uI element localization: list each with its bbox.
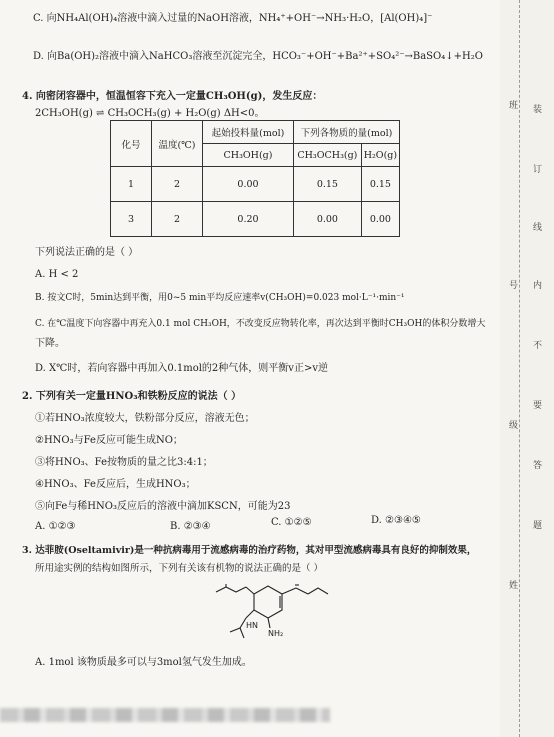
table-cell: 0.00 (203, 167, 294, 202)
q4-title: 4. 向密闭容器中，恒温恒容下充入一定量CH₃OH(g)，发生反应： (22, 91, 323, 102)
q3-title: 3. 达菲胺(Oseltamivir)是一种抗病毒用于流感病毒的治疗药物，其对甲型流感病毒具有良好的抑制效果， (22, 545, 477, 556)
margin-strip-char: 不 (533, 341, 543, 351)
margin-strip-char: 线 (533, 223, 543, 233)
q3-line-2: 所用途实例的结构如图所示，下列有关该有机物的说法正确的是（ ） (35, 563, 324, 574)
table-cell: 0.15 (294, 167, 362, 202)
table-header-temp: 温度(℃) (152, 121, 203, 167)
cut-line (519, 0, 520, 737)
table-cell: 1 (111, 167, 152, 202)
q4-option-c-cont: 下降。 (35, 338, 65, 349)
margin-strip-char: 题 (533, 521, 543, 531)
q2-statement-1: ①若HNO₃浓度较大，铁粉部分反应，溶液无色； (35, 413, 255, 424)
table-cell: 0.15 (361, 167, 399, 202)
table-header-ch3oh: CH₃OH(g) (203, 144, 294, 167)
margin-strip-char: 装 (533, 105, 543, 115)
table-header-exp: 化号 (111, 121, 152, 167)
q2-option-d: D. ②③④⑤ (371, 515, 421, 526)
table-cell: 2 (152, 202, 203, 237)
table-header-ether: CH₃OCH₃(g) (294, 144, 362, 167)
q4-option-d: D. X℃时，若向容器中再加入0.1mol的2种气体，则平衡v正>v逆 (35, 363, 328, 374)
margin-side-char: 级 (509, 421, 519, 431)
molecule-label-nh2: NH₂ (268, 629, 284, 638)
q2-statement-5: ⑤向Fe与稀HNO₃反应后的溶液中滴加KSCN，可能为23 (35, 501, 291, 512)
table-row (111, 202, 400, 237)
c-option-line: C. 向NH₄Al(OH)₄溶液中滴入过量的NaOH溶液，NH₄⁺+OH⁻→NH₃·H₂O，[Al(OH)₄]⁻ (33, 13, 433, 24)
margin-strip-char: 订 (533, 165, 543, 175)
reaction-table (110, 120, 400, 237)
q3-option-a: A. 1mol 该物质最多可以与3mol氢气发生加成。 (35, 657, 252, 668)
margin-strip-char: 内 (533, 281, 543, 291)
q2-option-b: B. ②③④ (170, 521, 211, 532)
oseltamivir-structure-icon (210, 584, 330, 640)
table-cell: 0.20 (203, 202, 294, 237)
q4-equation: 2CH₃OH(g) ⇌ CH₃OCH₃(g) + H₂O(g) ΔH<0。 (35, 108, 265, 119)
q2-option-a: A. ①②③ (35, 521, 76, 532)
table-cell: 3 (111, 202, 152, 237)
table-header-eq: 下列各物质的量(mol) (294, 121, 400, 144)
q2-option-c: C. ①②⑤ (271, 517, 312, 528)
molecule-label-hn: HN (246, 621, 258, 630)
blurred-footer (0, 708, 330, 722)
q2-statement-2: ②HNO₃与Fe反应可能生成NO； (35, 435, 183, 446)
q4-question: 下列说法正确的是（ ） (35, 247, 139, 258)
table-header-h2o: H₂O(g) (361, 144, 399, 167)
table-cell: 0.00 (361, 202, 399, 237)
table-row (111, 167, 400, 202)
margin-strip-char: 答 (533, 461, 543, 471)
table-header-start: 起始投料量(mol) (203, 121, 294, 144)
q4-option-b: B. 按文C时，5min达到平衡，用0~5 min平均反应速率v(CH₃OH)=0.023 mol·L⁻¹·min⁻¹ (35, 293, 405, 303)
table-cell: 2 (152, 167, 203, 202)
table-cell: 0.00 (294, 202, 362, 237)
d-option-line: D. 向Ba(OH)₂溶液中滴入NaHCO₃溶液至沉淀完全，HCO₃⁻+OH⁻+Ba²⁺+SO₄²⁻→BaSO₄↓+H₂O (33, 51, 483, 62)
q4-option-a: A. H < 2 (35, 269, 79, 280)
q4-option-c: C. 在℃温度下向容器中再充入0.1 mol CH₃OH，不改变反应物转化率，再次达到平衡时CH₃OH的体积分数增大 (35, 319, 486, 329)
q2-title: 2. 下列有关一定量HNO₃和铁粉反应的说法（ ） (22, 391, 242, 402)
q2-statement-3: ③将HNO₃、Fe按物质的量之比3:4:1； (35, 457, 213, 468)
margin-strip-char: 要 (533, 401, 543, 411)
margin-side-char: 姓 (509, 581, 519, 591)
margin-side-char: 班 (509, 101, 519, 111)
q2-statement-4: ④HNO₃、Fe反应后，生成HNO₃； (35, 479, 196, 490)
margin-side-char: 号 (509, 281, 519, 291)
